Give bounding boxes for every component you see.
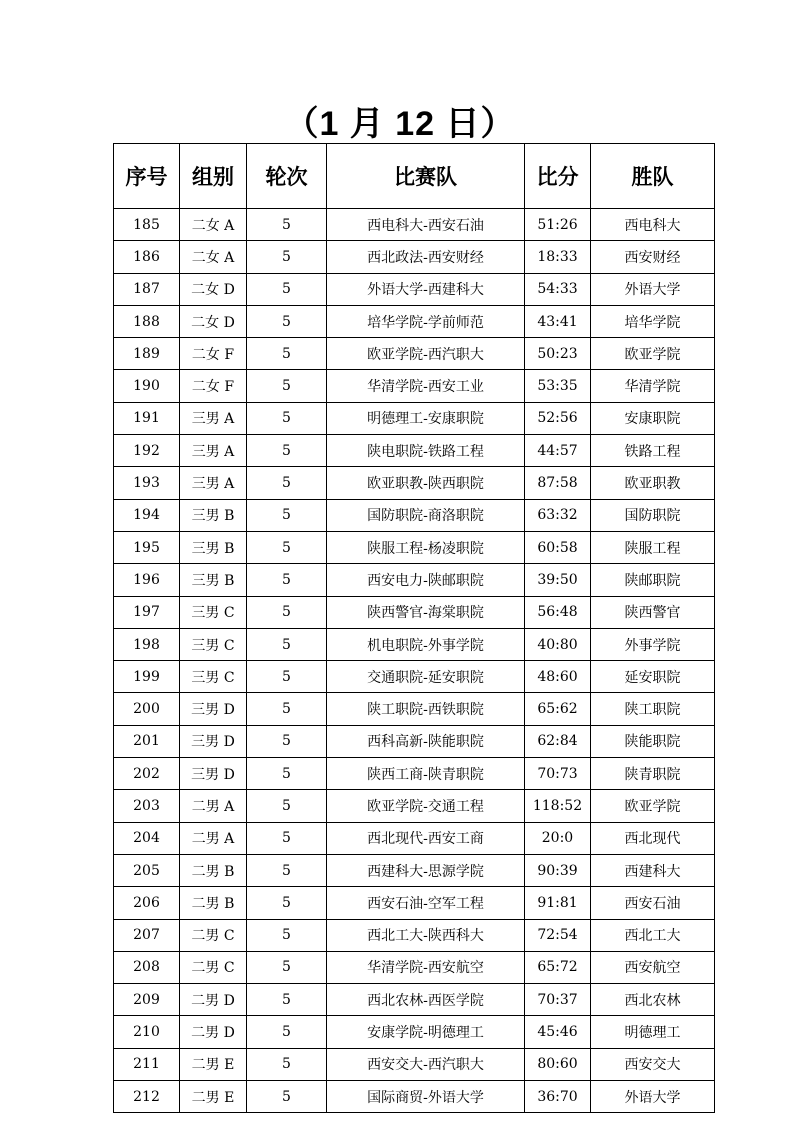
cell-index: 185 [114, 209, 180, 241]
cell-teams: 陕电职院-铁路工程 [327, 435, 525, 467]
cell-index: 201 [114, 725, 180, 757]
cell-winner: 欧亚学院 [591, 338, 715, 370]
cell-round: 5 [247, 435, 327, 467]
cell-score: 50:23 [525, 338, 591, 370]
cell-round: 5 [247, 1016, 327, 1048]
cell-round: 5 [247, 628, 327, 660]
table-row [114, 984, 715, 1016]
cell-round: 5 [247, 273, 327, 305]
cell-score: 51:26 [525, 209, 591, 241]
cell-round: 5 [247, 984, 327, 1016]
cell-group: 三男 D [180, 758, 247, 790]
table-row [114, 531, 715, 563]
cell-teams: 西安交大-西汽职大 [327, 1048, 525, 1080]
cell-score: 118:52 [525, 790, 591, 822]
cell-index: 197 [114, 596, 180, 628]
cell-score: 87:58 [525, 467, 591, 499]
cell-score: 72:54 [525, 919, 591, 951]
table-body [114, 209, 715, 1113]
cell-teams: 明德理工-安康职院 [327, 402, 525, 434]
cell-winner: 明德理工 [591, 1016, 715, 1048]
cell-score: 43:41 [525, 305, 591, 337]
table-row [114, 338, 715, 370]
cell-teams: 西科高新-陕能职院 [327, 725, 525, 757]
table-row [114, 564, 715, 596]
cell-winner: 西北农林 [591, 984, 715, 1016]
table-row [114, 822, 715, 854]
cell-teams: 华清学院-西安工业 [327, 370, 525, 402]
table-row [114, 499, 715, 531]
cell-score: 36:70 [525, 1081, 591, 1113]
table-row [114, 919, 715, 951]
cell-group: 二女 F [180, 338, 247, 370]
cell-round: 5 [247, 305, 327, 337]
cell-round: 5 [247, 951, 327, 983]
cell-group: 二男 B [180, 854, 247, 886]
cell-group: 二男 E [180, 1081, 247, 1113]
cell-group: 三男 A [180, 467, 247, 499]
cell-teams: 西北政法-西安财经 [327, 241, 525, 273]
cell-winner: 培华学院 [591, 305, 715, 337]
header-index: 序号 [114, 144, 180, 209]
cell-winner: 陕青职院 [591, 758, 715, 790]
cell-group: 三男 B [180, 564, 247, 596]
cell-score: 39:50 [525, 564, 591, 596]
cell-group: 二女 D [180, 273, 247, 305]
cell-group: 三男 B [180, 499, 247, 531]
cell-index: 207 [114, 919, 180, 951]
cell-group: 二女 A [180, 209, 247, 241]
table-row [114, 693, 715, 725]
cell-score: 48:60 [525, 661, 591, 693]
header-group: 组别 [180, 144, 247, 209]
cell-index: 212 [114, 1081, 180, 1113]
cell-round: 5 [247, 822, 327, 854]
table-row [114, 402, 715, 434]
cell-round: 5 [247, 402, 327, 434]
cell-round: 5 [247, 661, 327, 693]
header-round: 轮次 [247, 144, 327, 209]
table-row [114, 951, 715, 983]
cell-index: 206 [114, 887, 180, 919]
cell-index: 188 [114, 305, 180, 337]
header-winner: 胜队 [591, 144, 715, 209]
cell-winner: 西北现代 [591, 822, 715, 854]
cell-group: 三男 D [180, 725, 247, 757]
cell-teams: 外语大学-西建科大 [327, 273, 525, 305]
cell-group: 三男 A [180, 435, 247, 467]
table-row [114, 435, 715, 467]
cell-score: 18:33 [525, 241, 591, 273]
cell-winner: 陕能职院 [591, 725, 715, 757]
cell-teams: 陕服工程-杨凌职院 [327, 531, 525, 563]
cell-teams: 交通职院-延安职院 [327, 661, 525, 693]
cell-round: 5 [247, 209, 327, 241]
cell-index: 195 [114, 531, 180, 563]
cell-winner: 欧亚职教 [591, 467, 715, 499]
cell-round: 5 [247, 499, 327, 531]
table-row [114, 1081, 715, 1113]
cell-round: 5 [247, 467, 327, 499]
cell-group: 三男 B [180, 531, 247, 563]
cell-teams: 机电职院-外事学院 [327, 628, 525, 660]
cell-winner: 铁路工程 [591, 435, 715, 467]
cell-round: 5 [247, 919, 327, 951]
cell-round: 5 [247, 241, 327, 273]
cell-round: 5 [247, 854, 327, 886]
cell-score: 52:56 [525, 402, 591, 434]
cell-round: 5 [247, 887, 327, 919]
table-row [114, 1048, 715, 1080]
table-row [114, 758, 715, 790]
cell-index: 194 [114, 499, 180, 531]
cell-winner: 安康职院 [591, 402, 715, 434]
cell-score: 65:62 [525, 693, 591, 725]
cell-teams: 欧亚学院-交通工程 [327, 790, 525, 822]
cell-group: 三男 C [180, 661, 247, 693]
cell-group: 三男 A [180, 402, 247, 434]
cell-score: 70:37 [525, 984, 591, 1016]
cell-group: 二男 B [180, 887, 247, 919]
cell-teams: 西北工大-陕西科大 [327, 919, 525, 951]
cell-winner: 陕邮职院 [591, 564, 715, 596]
cell-teams: 陕西工商-陕青职院 [327, 758, 525, 790]
cell-round: 5 [247, 693, 327, 725]
cell-group: 二女 D [180, 305, 247, 337]
header-row [114, 144, 715, 209]
cell-round: 5 [247, 531, 327, 563]
cell-winner: 外语大学 [591, 273, 715, 305]
cell-teams: 培华学院-学前师范 [327, 305, 525, 337]
table-row [114, 854, 715, 886]
cell-winner: 陕西警官 [591, 596, 715, 628]
page-title: （1 月 12 日） [284, 105, 516, 143]
cell-winner: 西建科大 [591, 854, 715, 886]
table-row [114, 273, 715, 305]
cell-index: 189 [114, 338, 180, 370]
cell-winner: 华清学院 [591, 370, 715, 402]
cell-winner: 西安交大 [591, 1048, 715, 1080]
cell-round: 5 [247, 596, 327, 628]
cell-index: 210 [114, 1016, 180, 1048]
cell-index: 199 [114, 661, 180, 693]
cell-winner: 西安航空 [591, 951, 715, 983]
cell-index: 187 [114, 273, 180, 305]
cell-index: 200 [114, 693, 180, 725]
cell-group: 二男 D [180, 984, 247, 1016]
table-row [114, 305, 715, 337]
cell-index: 190 [114, 370, 180, 402]
cell-score: 63:32 [525, 499, 591, 531]
cell-score: 56:48 [525, 596, 591, 628]
cell-index: 191 [114, 402, 180, 434]
cell-round: 5 [247, 338, 327, 370]
cell-group: 二女 F [180, 370, 247, 402]
table-row [114, 661, 715, 693]
cell-teams: 国际商贸-外语大学 [327, 1081, 525, 1113]
cell-score: 70:73 [525, 758, 591, 790]
cell-index: 192 [114, 435, 180, 467]
cell-group: 二男 A [180, 822, 247, 854]
cell-teams: 西电科大-西安石油 [327, 209, 525, 241]
cell-winner: 西安财经 [591, 241, 715, 273]
cell-winner: 欧亚学院 [591, 790, 715, 822]
cell-teams: 国防职院-商洛职院 [327, 499, 525, 531]
cell-score: 20:0 [525, 822, 591, 854]
cell-winner: 西北工大 [591, 919, 715, 951]
cell-index: 198 [114, 628, 180, 660]
table-row [114, 887, 715, 919]
cell-winner: 外语大学 [591, 1081, 715, 1113]
cell-score: 40:80 [525, 628, 591, 660]
cell-teams: 西安电力-陕邮职院 [327, 564, 525, 596]
cell-teams: 欧亚职教-陕西职院 [327, 467, 525, 499]
cell-score: 91:81 [525, 887, 591, 919]
cell-group: 二女 A [180, 241, 247, 273]
table-row [114, 1016, 715, 1048]
cell-teams: 西建科大-思源学院 [327, 854, 525, 886]
cell-score: 44:57 [525, 435, 591, 467]
cell-index: 208 [114, 951, 180, 983]
table-row [114, 209, 715, 241]
cell-score: 62:84 [525, 725, 591, 757]
cell-group: 三男 D [180, 693, 247, 725]
cell-teams: 西北现代-西安工商 [327, 822, 525, 854]
cell-round: 5 [247, 758, 327, 790]
cell-score: 80:60 [525, 1048, 591, 1080]
cell-score: 45:46 [525, 1016, 591, 1048]
table-row [114, 596, 715, 628]
table-row [114, 370, 715, 402]
header-teams: 比赛队 [327, 144, 525, 209]
cell-index: 193 [114, 467, 180, 499]
cell-winner: 西电科大 [591, 209, 715, 241]
cell-round: 5 [247, 1081, 327, 1113]
cell-winner: 国防职院 [591, 499, 715, 531]
table-row [114, 790, 715, 822]
cell-round: 5 [247, 370, 327, 402]
cell-index: 186 [114, 241, 180, 273]
cell-index: 204 [114, 822, 180, 854]
cell-winner: 外事学院 [591, 628, 715, 660]
cell-round: 5 [247, 790, 327, 822]
cell-winner: 西安石油 [591, 887, 715, 919]
cell-group: 三男 C [180, 596, 247, 628]
cell-teams: 西北农林-西医学院 [327, 984, 525, 1016]
cell-teams: 安康学院-明德理工 [327, 1016, 525, 1048]
cell-teams: 陕西警官-海棠职院 [327, 596, 525, 628]
cell-teams: 陕工职院-西铁职院 [327, 693, 525, 725]
cell-group: 二男 A [180, 790, 247, 822]
cell-round: 5 [247, 564, 327, 596]
header-score: 比分 [525, 144, 591, 209]
cell-winner: 陕服工程 [591, 531, 715, 563]
cell-score: 60:58 [525, 531, 591, 563]
cell-winner: 延安职院 [591, 661, 715, 693]
cell-index: 205 [114, 854, 180, 886]
cell-teams: 欧亚学院-西汽职大 [327, 338, 525, 370]
cell-index: 202 [114, 758, 180, 790]
cell-teams: 西安石油-空军工程 [327, 887, 525, 919]
results-table [113, 143, 715, 1113]
cell-score: 90:39 [525, 854, 591, 886]
cell-index: 209 [114, 984, 180, 1016]
cell-group: 二男 E [180, 1048, 247, 1080]
table-row [114, 467, 715, 499]
cell-score: 54:33 [525, 273, 591, 305]
cell-score: 53:35 [525, 370, 591, 402]
table-row [114, 628, 715, 660]
cell-round: 5 [247, 1048, 327, 1080]
cell-winner: 陕工职院 [591, 693, 715, 725]
cell-group: 三男 C [180, 628, 247, 660]
cell-round: 5 [247, 725, 327, 757]
cell-index: 211 [114, 1048, 180, 1080]
cell-group: 二男 D [180, 1016, 247, 1048]
table-row [114, 241, 715, 273]
cell-index: 196 [114, 564, 180, 596]
cell-index: 203 [114, 790, 180, 822]
cell-group: 二男 C [180, 951, 247, 983]
cell-group: 二男 C [180, 919, 247, 951]
table-row [114, 725, 715, 757]
cell-teams: 华清学院-西安航空 [327, 951, 525, 983]
cell-score: 65:72 [525, 951, 591, 983]
